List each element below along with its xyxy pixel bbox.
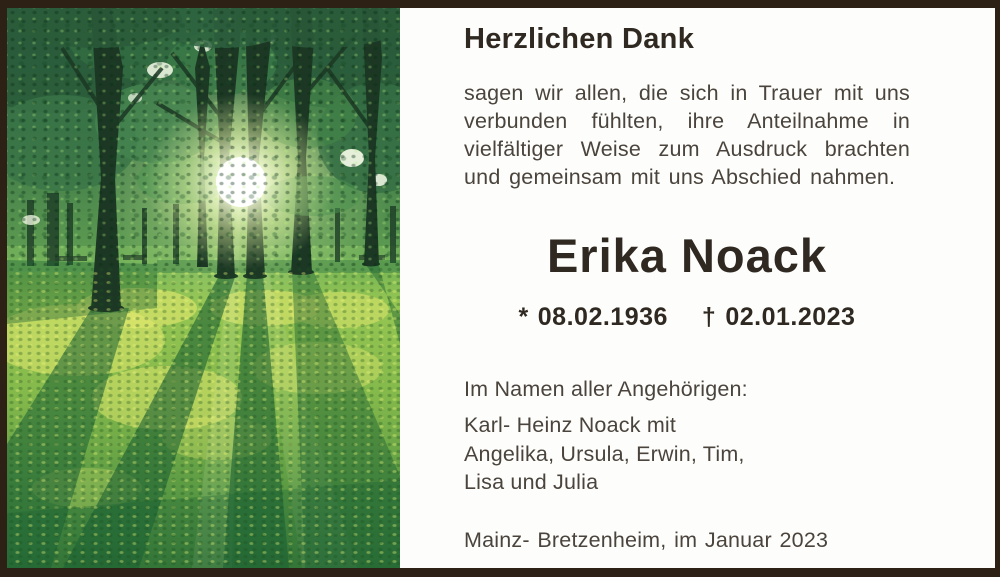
life-dates bbox=[464, 303, 910, 332]
family-line: Lisa und Julia bbox=[464, 470, 599, 494]
paragraph-line: verbunden fühlten, ihre Anteilnahme in bbox=[464, 109, 910, 133]
death-date bbox=[702, 303, 856, 331]
death-cross-symbol: † bbox=[701, 303, 717, 331]
family-line: Karl- Heinz Noack mit bbox=[464, 413, 677, 437]
park-sunlight-photo bbox=[7, 8, 400, 568]
death-date-value: 02.01.2023 bbox=[725, 303, 856, 331]
born-star-symbol: * bbox=[518, 303, 529, 331]
notice-text bbox=[400, 8, 995, 568]
card-inner bbox=[7, 8, 995, 568]
thanks-heading: Herzlichen Dank bbox=[464, 23, 695, 55]
family-line: Angelika, Ursula, Erwin, Tim, bbox=[464, 441, 745, 466]
paragraph-line: sagen wir allen, die sich in Trauer mit uns bbox=[464, 81, 910, 105]
park-photo-graphic bbox=[7, 8, 400, 568]
paragraph-line: vielfältiger Weise zum Ausdruck brachten bbox=[464, 137, 910, 161]
paragraph-line: und gemeinsam mit uns Abschied nahmen. bbox=[464, 165, 896, 189]
birth-date bbox=[519, 303, 668, 331]
family-names bbox=[464, 411, 910, 497]
deceased-name: Erika Noack bbox=[546, 229, 828, 282]
thanks-paragraph bbox=[464, 79, 910, 191]
place-date-line: Mainz- Bretzenheim, im Januar 2023 bbox=[464, 528, 829, 552]
birth-date-value: 08.02.1936 bbox=[537, 303, 668, 331]
sun bbox=[146, 94, 336, 270]
family-intro: Im Namen aller Angehörigen: bbox=[464, 377, 748, 401]
